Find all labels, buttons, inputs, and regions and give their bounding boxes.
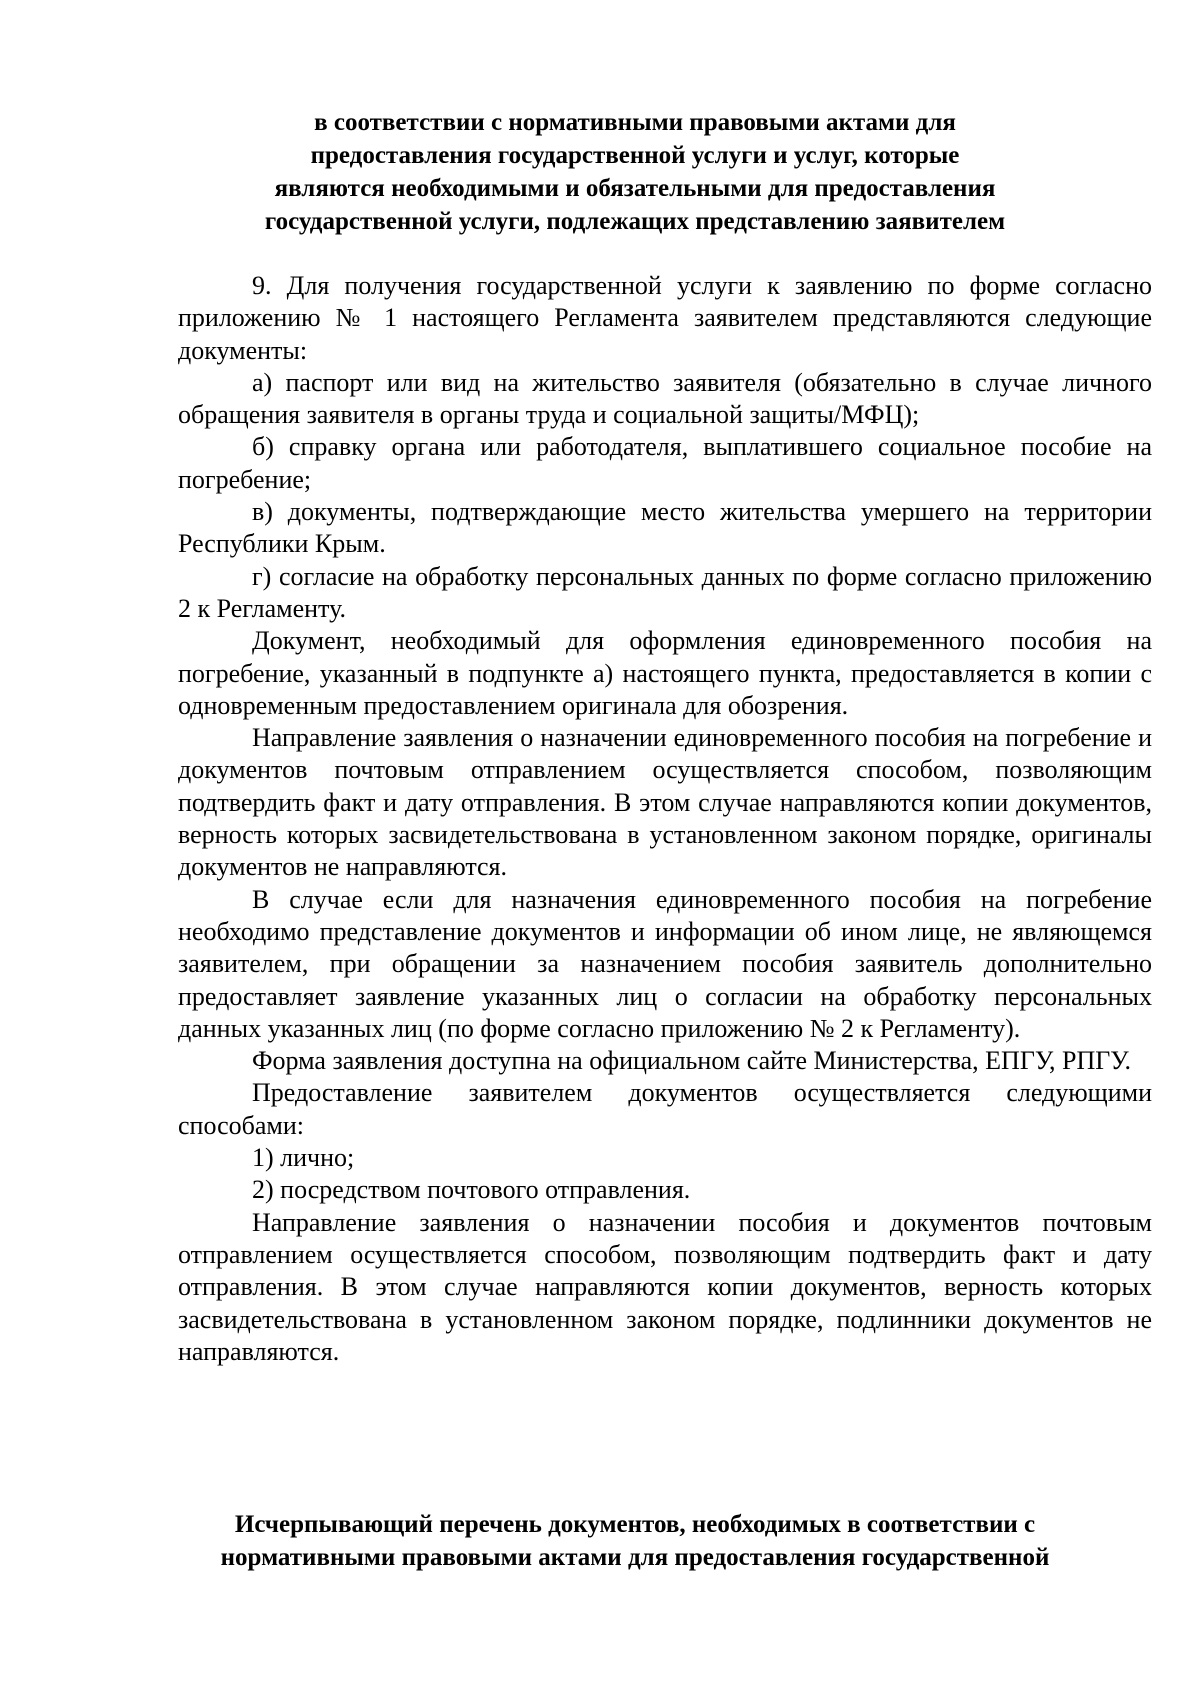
paragraph-postal-direction: Направление заявления о назначении пособия и документов почтовым отправлением осуществляется способом, позволяющим подтвердить факт и дату отправления. В этом случае направляются копии документов, верность которых засвидетельствована в установленном законом порядке, подлинники документов не направляются.: [178, 1207, 1152, 1366]
paragraph-copy-requirement: Документ, необходимый для оформления единовременного пособия на погребение, указанный в подпункте а) настоящего пункта, предоставляется в копии с одновременным предоставлением оригинала для обозрения.: [178, 626, 1152, 720]
heading-line: нормативными правовыми актами для предоставления государственной: [220, 1544, 1050, 1571]
heading-line: являются необходимыми и обязательными для предоставления: [274, 175, 996, 202]
heading-line: в соответствии с нормативными правовыми актами для: [314, 109, 956, 136]
paragraph-item-9: 9. Для получения государственной услуги к заявлению по форме согласно приложению № 1 настоящего Регламента заявителем представляются следующие документы:: [178, 271, 1152, 365]
list-item-in-person: 1) лично;: [252, 1143, 355, 1173]
section-heading-bottom: [170, 1508, 1100, 1574]
heading-line: Исчерпывающий перечень документов, необходимых в соответствии с: [234, 1511, 1036, 1538]
list-item-v: в) документы, подтверждающие место жительства умершего на территории Республики Крым.: [178, 497, 1152, 559]
paragraph-postal-submission: Направление заявления о назначении единовременного пособия на погребение и документов почтовым отправлением осуществляется способом, позволяющим подтвердить факт и дату отправления. В этом случае направляются копии документов, верность которых засвидетельствована в установленном законом порядке, оригиналы документов не направляются.: [178, 723, 1152, 882]
paragraph-form-availability: Форма заявления доступна на официальном сайте Министерства, ЕПГУ, РПГУ.: [252, 1046, 1131, 1076]
list-item-g: г) согласие на обработку персональных данных по форме согласно приложению 2 к Регламенту.: [178, 561, 1152, 623]
section-heading-top: [170, 106, 1100, 238]
list-item-b: б) справку органа или работодателя, выплатившего социальное пособие на погребение;: [178, 432, 1152, 494]
list-item-by-post: 2) посредством почтового отправления.: [252, 1175, 691, 1205]
document-body: [178, 270, 1152, 1368]
heading-line: предоставления государственной услуги и услуг, которые: [310, 142, 960, 169]
paragraph-other-person: В случае если для назначения единовременного пособия на погребение необходимо представление документов и информации об ином лице, не являющемся заявителем, при обращении за назначением пособия заявитель дополнительно предоставляет заявление указанных лиц о согласии на обработку персональных данных указанных лиц (по форме согласно приложению № 2 к Регламенту).: [178, 884, 1152, 1043]
paragraph-submission-methods: Предоставление заявителем документов осуществляется следующими способами:: [178, 1078, 1152, 1140]
list-item-a: а) паспорт или вид на жительство заявителя (обязательно в случае личного обращения заявителя в органы труда и социальной защиты/МФЦ);: [178, 367, 1152, 430]
heading-line: государственной услуги, подлежащих представлению заявителем: [264, 208, 1006, 235]
